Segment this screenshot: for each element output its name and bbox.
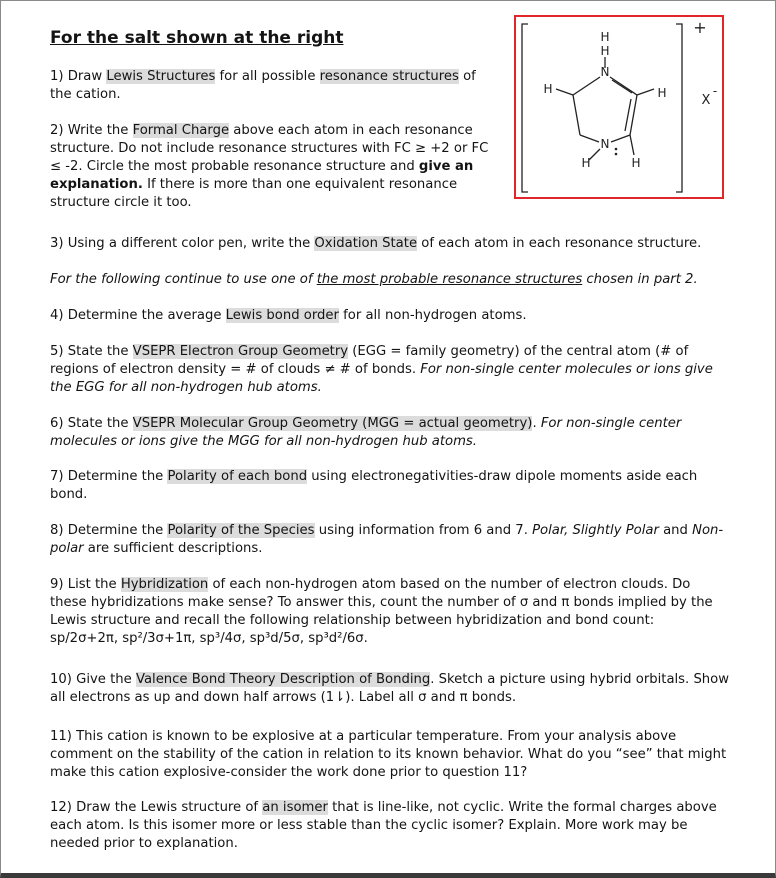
highlight-bond-polarity: Polarity of each bond [167, 469, 308, 484]
bond-c-c-left [573, 95, 580, 135]
highlight-mgg: VSEPR Molecular Group Geometry (MGG = actual geometry) [132, 416, 533, 431]
highlight-valence-bond: Valence Bond Theory Description of Bonding [135, 672, 431, 687]
atom-h-bottom-right: H [631, 156, 641, 170]
atom-h-top-b: H [600, 44, 610, 58]
bond-n-h-bottom [589, 149, 600, 160]
question-4: 4) Determine the average Lewis bond order for all non-hydrogen atoms. [50, 308, 527, 323]
question-8: 8) Determine the Polarity of the Species using information from 6 and 7. Polar, Slightly Polar and Non-polar are sufficient descriptions. [50, 523, 724, 556]
bond-n-c-left [573, 77, 600, 95]
imidazolium-structure [516, 17, 722, 197]
lone-pair-dot-1 [615, 148, 618, 151]
question-12: 12) Draw the Lewis structure of an isomer that is line-like, not cyclic. Write the formal charges above each atom. Is this isomer more or less stable than the cyclic isomer? Explain. More work may be needed prior to explanation. [50, 800, 717, 851]
highlight-isomer: an isomer [262, 800, 328, 815]
question-2: 2) Write the Formal Charge above each atom in each resonance structure. Do not include resonance structures with FC ≥ +2 or FC ≤ -2. Circle the most probable resonance structure and give an explanation. If there is more than one equivalent resonance structure circle it too. [50, 123, 489, 210]
atom-n-bottom: N [600, 137, 610, 151]
bond-c-h-bottom [630, 135, 634, 155]
bond-c-h-left [556, 89, 573, 95]
atom-h-bottom-left: H [581, 156, 591, 170]
bond-c-n-bottom-left [580, 135, 599, 142]
left-bracket [522, 24, 528, 192]
highlight-formal-charge: Formal Charge [132, 123, 230, 138]
highlight-oxidation-state: Oxidation State [314, 236, 418, 251]
question-7: 7) Determine the Polarity of each bond using electronegativities-draw dipole moments aside each bond. [50, 469, 698, 502]
highlight-egg: VSEPR Electron Group Geometry [132, 344, 349, 359]
cation-charge: + [693, 18, 707, 37]
right-bracket [676, 24, 682, 192]
question-6: 6) State the VSEPR Molecular Group Geometry (MGG = actual geometry). For non-single center molecules or ions give the MGG for all non-hydrogen hub atoms. [50, 416, 682, 449]
question-1: 1) Draw Lewis Structures for all possible resonance structures of the cation. [50, 69, 476, 102]
atom-h-top: H [600, 30, 610, 44]
question-3: 3) Using a different color pen, write the Oxidation State of each atom in each resonance structure. [50, 236, 702, 251]
question-10: 10) Give the Valence Bond Theory Description of Bonding. Sketch a picture using hybrid orbitals. Show all electrons as up and down half arrows (1⇂). Label all σ and π bonds. [50, 672, 730, 705]
lone-pair-dot-2 [615, 153, 618, 156]
continuation-note: For the following continue to use one of the most probable resonance structures chosen in part 2. [50, 272, 698, 287]
highlight-hybridization: Hybridization [120, 577, 209, 592]
hybridization-formula: sp/2σ+2π, sp²/3σ+1π, sp³/4σ, sp³d/5σ, sp³d²/6σ. [50, 631, 368, 646]
question-11: 11) This cation is known to be explosive at a particular temperature. From your analysis above comment on the stability of the cation in relation to its known behavior. What do you “see” that might make this cation explosive-consider the work done prior to question 11? [50, 729, 727, 780]
double-bond-n-c [612, 80, 632, 93]
double-bond-c-c [625, 99, 631, 131]
anion-label: X [701, 93, 711, 108]
question-5: 5) State the VSEPR Electron Group Geometry (EGG = family geometry) of the central atom (# of regions of electron density = # of clouds ≠ # of bonds. For non-single center molecules or ions give the EGG for all non-hydrogen hub atoms. [50, 344, 713, 395]
atom-h-left: H [543, 82, 553, 96]
highlight-lewis-bond-order: Lewis bond order [225, 308, 339, 323]
page-title: For the salt shown at the right [50, 28, 344, 48]
highlight-species-polarity: Polarity of the Species [167, 523, 315, 538]
bond-n-c-right [610, 77, 637, 95]
highlight-lewis-structures: Lewis Structures [106, 69, 216, 84]
bond-c-h-right [637, 89, 654, 95]
atom-n-top: N [600, 65, 610, 79]
structure-box [514, 15, 724, 199]
atom-h-right: H [657, 86, 667, 100]
anion-charge: - [712, 84, 718, 98]
question-9: 9) List the Hybridization of each non-hydrogen atom based on the number of electron clouds. Do these hybridizations make sense? To answer this, count the number of σ and π bonds implied by the Lewis structure and recall the following relationship between hybridization and bond count: sp/2σ+2π, sp²/3σ+1π, sp³/4σ, sp³d/5σ, sp³d²/6σ. [50, 577, 713, 646]
highlight-resonance-structures: resonance structures [319, 69, 459, 84]
bond-c-n-bottom [611, 135, 630, 142]
